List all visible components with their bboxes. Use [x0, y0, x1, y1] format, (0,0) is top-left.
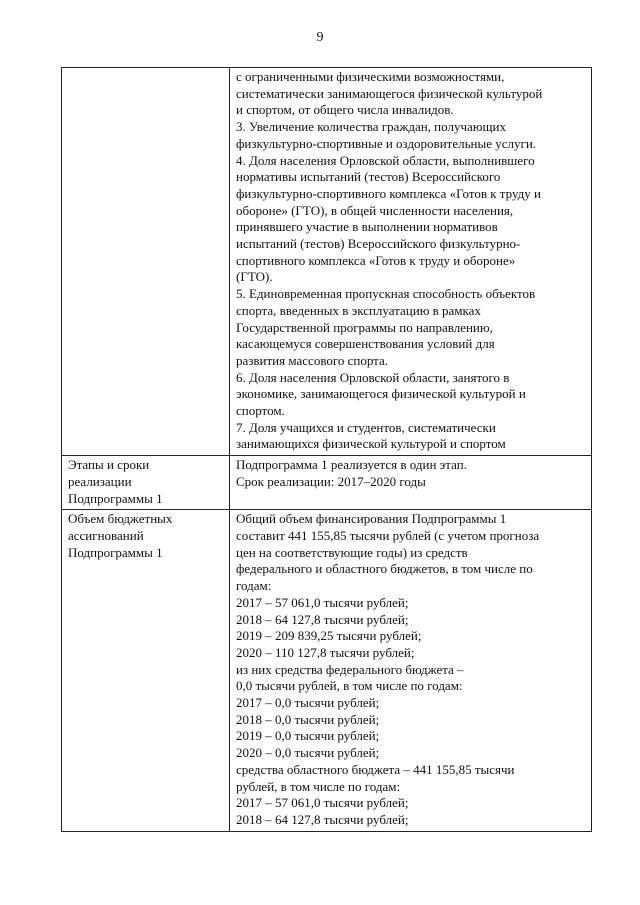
subprogram-passport-table	[61, 67, 592, 832]
table-row	[62, 68, 592, 456]
row-value-line: из них средства федерального бюджета –	[236, 661, 464, 677]
row-value-line: 2020 – 110 127,8 тысячи рублей;	[236, 644, 415, 660]
row-value-line: физкультурно-спортивные и оздоровительные услуги.	[236, 135, 537, 151]
row-value-line: 2019 – 0,0 тысячи рублей;	[236, 728, 380, 744]
row-value-line: Государственной программы по направлению,	[236, 319, 493, 335]
row-value-line: 7. Доля учащихся и студентов, систематически	[236, 419, 496, 435]
row-label-cell	[62, 68, 230, 456]
row-value-line: Подпрограмма 1 реализуется в один этап.	[236, 457, 467, 473]
row-value-line: спортивного комплекса «Готов к труду и обороне»	[236, 252, 516, 268]
row-value-line: цен на соответствующие годы) из средств	[236, 544, 468, 560]
row-value-cell	[230, 68, 592, 456]
table-row	[62, 456, 592, 510]
row-value-line: годам:	[236, 578, 272, 594]
row-value-line: рублей, в том числе по годам:	[236, 778, 401, 794]
row-value-line: 2020 – 0,0 тысячи рублей;	[236, 745, 380, 761]
row-value-line: (ГТО).	[236, 269, 273, 285]
row-value-line: занимающихся физической культурой и спортом	[236, 436, 506, 452]
row-value-line: обороне» (ГТО), в общей численности населения,	[236, 202, 514, 218]
row-value-line: нормативы испытаний (тестов) Всероссийского	[236, 169, 501, 185]
row-value-line: составит 441 155,85 тысячи рублей (с учетом прогноза	[236, 527, 540, 543]
row-value-line: 3. Увеличение количества граждан, получающих	[236, 119, 506, 135]
row-value-line: средства областного бюджета – 441 155,85 тысячи	[236, 761, 515, 777]
row-value-line: с ограниченными физическими возможностями,	[236, 69, 505, 84]
row-value-cell	[230, 456, 592, 510]
row-value-line: 2017 – 57 061,0 тысячи рублей;	[236, 594, 409, 610]
row-value-line: 2017 – 57 061,0 тысячи рублей;	[236, 795, 409, 811]
row-value-cell	[230, 510, 592, 831]
row-value-line: 4. Доля населения Орловской области, выполнившего	[236, 152, 535, 168]
row-label-cell	[62, 510, 230, 831]
row-value-line: 6. Доля населения Орловской области, занятого в	[236, 369, 510, 385]
row-label-line: Подпрограммы 1	[68, 544, 163, 560]
row-label-line: ассигнований	[68, 527, 144, 543]
row-value-line: развития массового спорта.	[236, 352, 389, 368]
row-value-line: Срок реализации: 2017–2020 годы	[236, 473, 426, 489]
row-value-line: 2017 – 0,0 тысячи рублей;	[236, 695, 380, 711]
row-value-line: принявшего участие в выполнении нормативов	[236, 219, 498, 235]
row-label-line: Этапы и сроки	[68, 457, 150, 473]
row-label-line: Объем бюджетных	[68, 511, 173, 527]
row-label-line: Подпрограммы 1	[68, 490, 163, 506]
row-value-line: 2019 – 209 839,25 тысячи рублей;	[236, 628, 422, 644]
row-value-line: систематически занимающегося физической культурой	[236, 85, 543, 101]
row-value-line: спорта, введенных в эксплуатацию в рамках	[236, 302, 481, 318]
page-number: 9	[316, 30, 324, 45]
row-value-line: испытаний (тестов) Всероссийского физкультурно-	[236, 236, 521, 252]
row-value-line: спортом.	[236, 403, 285, 419]
row-value-line: касающемуся совершенствования условий для	[236, 336, 495, 352]
row-value-line: физкультурно-спортивного комплекса «Готов к труду и	[236, 185, 541, 201]
row-label-line: реализации	[68, 473, 132, 489]
row-value-line: 2018 – 64 127,8 тысячи рублей;	[236, 611, 409, 627]
row-value-line: 2018 – 0,0 тысячи рублей;	[236, 711, 380, 727]
row-value-line: и спортом, от общего числа инвалидов.	[236, 102, 454, 118]
row-value-line: 5. Единовременная пропускная способность объектов	[236, 286, 536, 302]
row-value-line: федерального и областного бюджетов, в том числе по	[236, 561, 533, 577]
row-value-line: Общий объем финансирования Подпрограммы 1	[236, 511, 507, 527]
row-label-cell	[62, 456, 230, 510]
table-row	[62, 510, 592, 831]
row-value-line: экономике, занимающегося физической культурой и	[236, 386, 526, 402]
table-body	[62, 68, 592, 832]
row-value-line: 0,0 тысячи рублей, в том числе по годам:	[236, 678, 463, 694]
row-value-line: 2018 – 64 127,8 тысячи рублей;	[236, 811, 409, 827]
